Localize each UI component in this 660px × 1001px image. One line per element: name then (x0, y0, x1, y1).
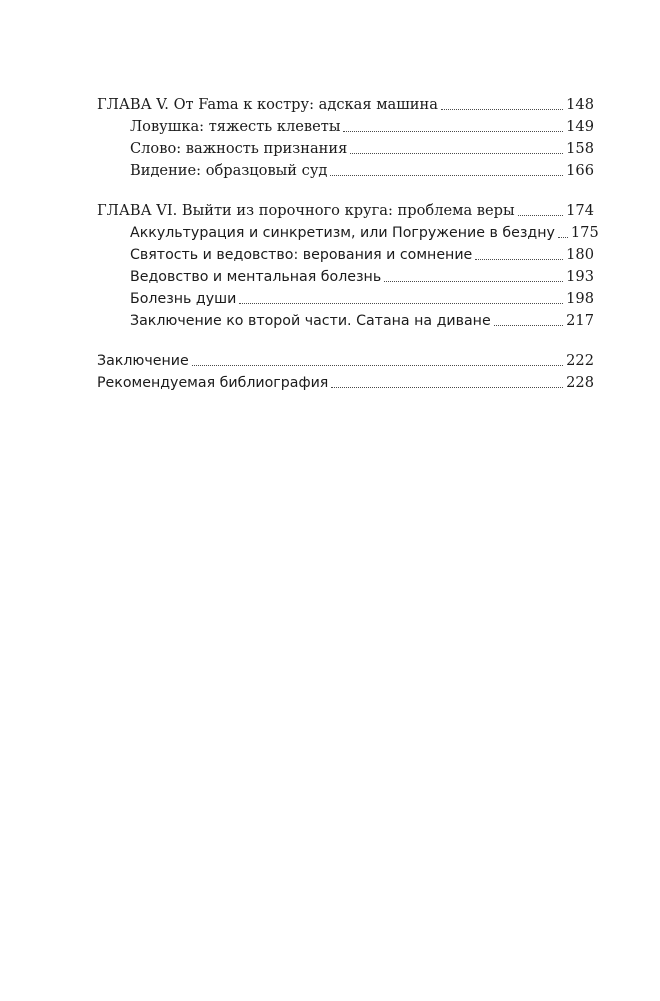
toc-entry-section[interactable] (97, 244, 594, 266)
dot-leader (384, 280, 563, 282)
toc-entry-title: Аккультурация и синкретизм, или Погружение в бездну (130, 225, 555, 241)
toc-entry-chapter-6[interactable] (97, 200, 594, 222)
toc-entry-section[interactable] (97, 116, 594, 138)
toc-entry-title: Видение: образцовый суд (130, 162, 328, 179)
toc-entry-page: 222 (566, 352, 594, 369)
dot-leader (330, 174, 563, 176)
dot-leader (331, 386, 563, 388)
toc-entry-page: 175 (570, 224, 599, 241)
dot-leader (475, 258, 563, 260)
toc-entry-page: 180 (566, 246, 594, 263)
dot-leader (350, 152, 563, 154)
toc-entry-page: 228 (566, 374, 594, 391)
toc-entry-title: Ведовство и ментальная болезнь (130, 269, 382, 285)
toc-chapter-5-group (97, 94, 594, 182)
toc-entry-page: 148 (566, 96, 594, 113)
toc-entry-title: Рекомендуемая библиография (97, 375, 329, 391)
dot-leader (441, 108, 563, 110)
toc-chapter-6-group (97, 200, 599, 332)
toc-entry-page: 166 (566, 162, 594, 179)
dot-leader (558, 236, 568, 238)
toc-entry-title: Слово: важность признания (130, 140, 348, 157)
toc-entry-page: 149 (566, 118, 594, 135)
table-of-contents (97, 94, 599, 394)
toc-entry-section[interactable] (97, 310, 594, 332)
toc-entry-conclusion[interactable] (97, 350, 594, 372)
toc-entry-page: 174 (566, 202, 594, 219)
toc-entry-title: Заключение ко второй части. Сатана на диване (130, 313, 491, 329)
toc-entry-bibliography[interactable] (97, 372, 594, 394)
toc-entry-title: Заключение (97, 353, 189, 369)
dot-leader (239, 302, 563, 304)
toc-entry-section[interactable] (97, 222, 599, 244)
toc-entry-chapter-5[interactable] (97, 94, 594, 116)
toc-entry-title: ГЛАВА VI. Выйти из порочного круга: проблема веры (97, 202, 515, 219)
toc-entry-page: 217 (566, 312, 594, 329)
toc-entry-page: 158 (566, 140, 594, 157)
toc-entry-section[interactable] (97, 160, 594, 182)
toc-entry-section[interactable] (97, 288, 594, 310)
toc-entry-section[interactable] (97, 138, 594, 160)
toc-entry-title: Святость и ведовство: верования и сомнение (130, 247, 473, 263)
toc-backmatter-group (97, 350, 594, 394)
toc-entry-title: Ловушка: тяжесть клеветы (130, 118, 341, 135)
dot-leader (494, 324, 563, 326)
toc-entry-page: 193 (566, 268, 594, 285)
dot-leader (192, 364, 563, 366)
toc-entry-section[interactable] (97, 266, 594, 288)
toc-entry-title: Болезнь души (130, 291, 237, 307)
dot-leader (343, 130, 563, 132)
toc-entry-page: 198 (566, 290, 594, 307)
dot-leader (518, 214, 564, 216)
toc-entry-title: ГЛАВА V. От Fama к костру: адская машина (97, 96, 438, 113)
